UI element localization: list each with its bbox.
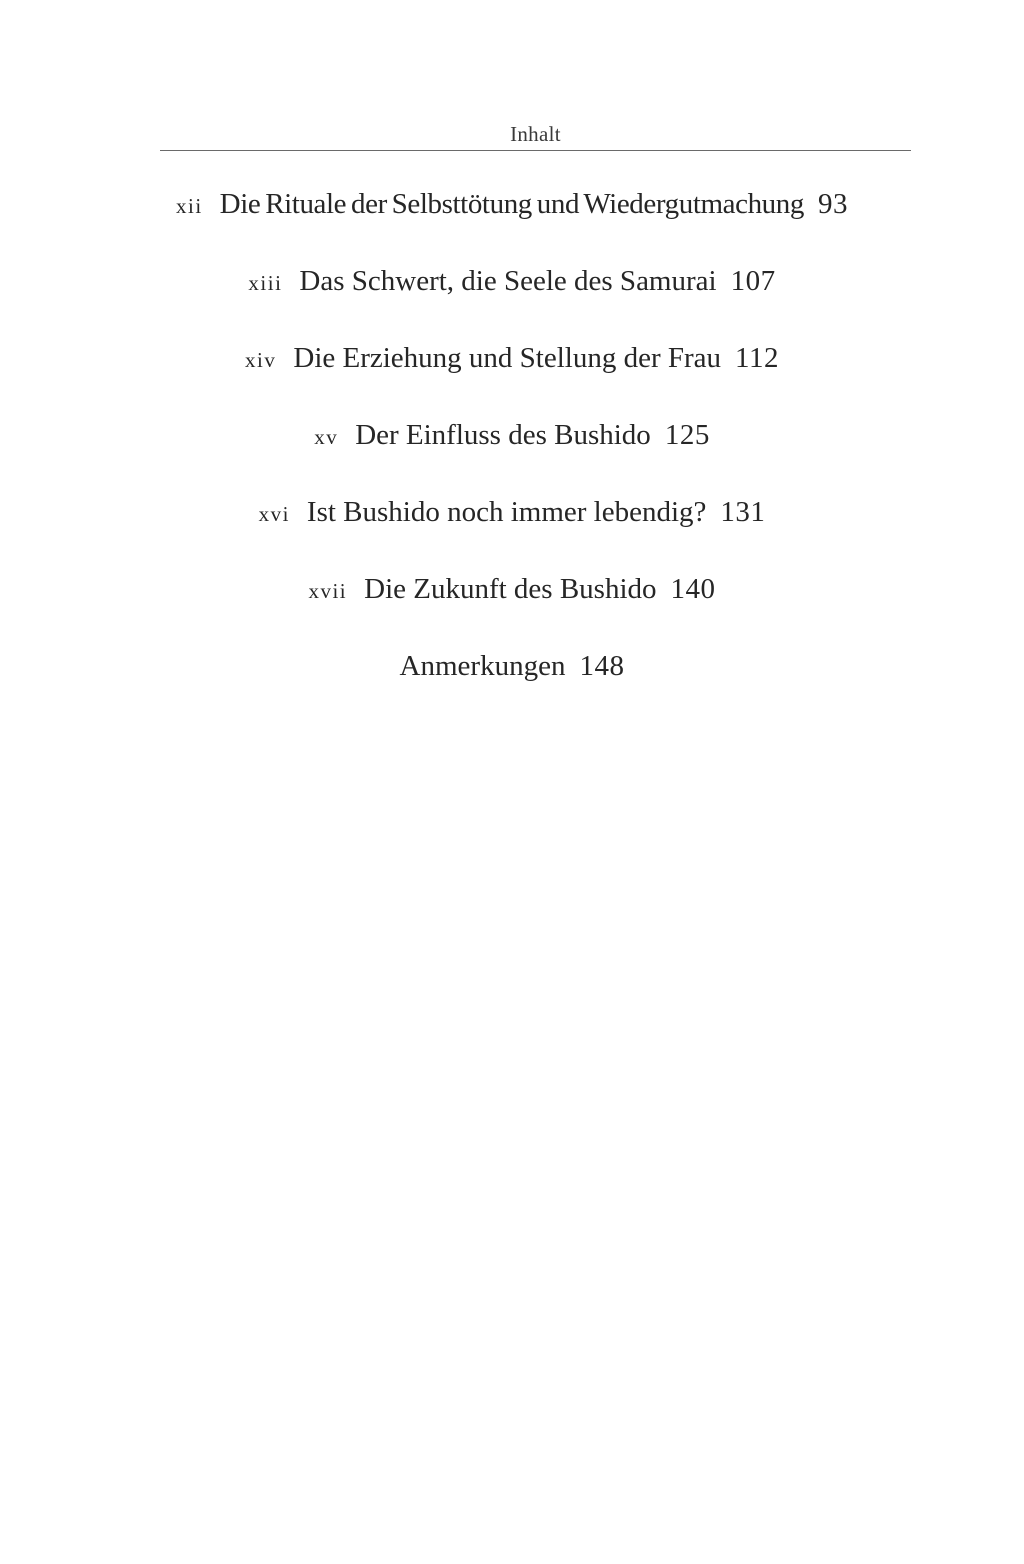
toc-entry-xvi[interactable] [0, 496, 1024, 573]
page-number: 112 [735, 342, 779, 374]
toc-entry-xvii[interactable] [0, 573, 1024, 650]
page-number: 140 [670, 573, 716, 605]
toc-entry-xv[interactable] [0, 419, 1024, 496]
chapter-title: Die Erziehung und Stellung der Frau [293, 342, 722, 374]
chapter-title: Der Einfluss des Bushido [355, 419, 651, 451]
chapter-numeral: xiii [248, 271, 283, 295]
chapter-numeral: xv [314, 425, 339, 449]
header-rule [160, 150, 911, 151]
page-number: 131 [720, 496, 766, 528]
table-of-contents [0, 188, 1024, 727]
toc-entry-anmerkungen[interactable] [0, 650, 1024, 727]
page-number: 107 [730, 265, 776, 297]
chapter-numeral: xvi [258, 502, 290, 526]
toc-entry-xiii[interactable] [0, 265, 1024, 342]
chapter-title: Die Rituale der Selbsttötung und Wiedergutmachung [219, 188, 804, 220]
page-number: 125 [664, 419, 710, 451]
page-number: 148 [579, 650, 625, 682]
chapter-numeral: xvii [308, 579, 348, 603]
chapter-numeral: xiv [245, 348, 277, 372]
chapter-title: Ist Bushido noch immer lebendig? [306, 496, 707, 528]
page-number: 93 [817, 188, 848, 220]
toc-entry-xii[interactable] [0, 188, 1024, 265]
chapter-title: Das Schwert, die Seele des Samurai [299, 265, 717, 297]
toc-entry-xiv[interactable] [0, 342, 1024, 419]
running-head: Inhalt [510, 122, 561, 146]
chapter-title: Anmerkungen [399, 650, 566, 682]
chapter-numeral: xii [176, 194, 203, 218]
chapter-title: Die Zukunft des Bushido [364, 573, 657, 605]
